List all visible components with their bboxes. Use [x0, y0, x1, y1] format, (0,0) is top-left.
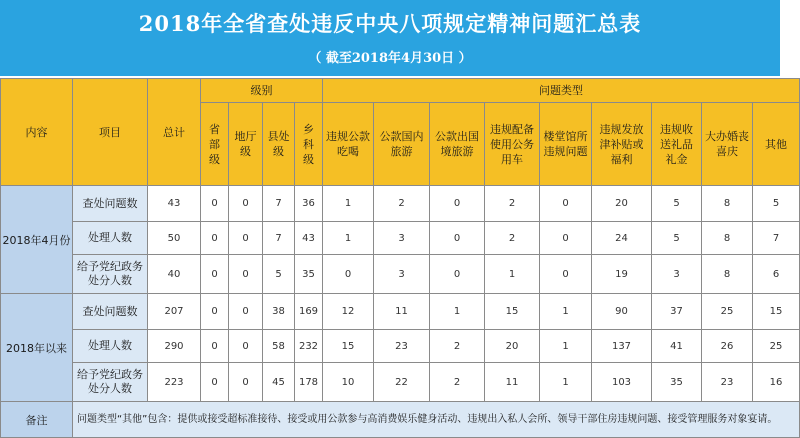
data-cell: 1 [540, 363, 592, 402]
data-cell: 20 [485, 330, 540, 363]
row-item-label: 查处问题数 [73, 294, 148, 330]
data-cell: 0 [540, 186, 592, 222]
data-cell: 2 [374, 186, 430, 222]
data-cell: 25 [753, 330, 800, 363]
header-type-4: 楼堂馆所违规问题 [540, 103, 592, 186]
data-cell: 0 [229, 363, 263, 402]
data-cell: 0 [201, 222, 229, 255]
data-cell: 23 [374, 330, 430, 363]
data-cell: 223 [148, 363, 201, 402]
data-cell: 0 [229, 186, 263, 222]
table-row [1, 186, 800, 222]
header-type-3: 违规配备使用公务用车 [485, 103, 540, 186]
data-cell: 6 [753, 255, 800, 294]
data-cell: 5 [652, 186, 702, 222]
data-cell: 232 [295, 330, 323, 363]
data-cell: 103 [592, 363, 652, 402]
data-cell: 41 [652, 330, 702, 363]
data-cell: 1 [323, 186, 374, 222]
header-type-8: 其他 [753, 103, 800, 186]
data-cell: 0 [201, 255, 229, 294]
row-item-label: 给予党纪政务处分人数 [73, 255, 148, 294]
data-cell: 20 [592, 186, 652, 222]
data-cell: 10 [323, 363, 374, 402]
data-cell: 15 [323, 330, 374, 363]
data-cell: 1 [540, 330, 592, 363]
group-label: 2018年4月份 [1, 186, 73, 294]
header-type-1: 公款国内旅游 [374, 103, 430, 186]
data-cell: 3 [374, 255, 430, 294]
data-cell: 2 [430, 363, 485, 402]
header-level-3: 乡科级 [295, 103, 323, 186]
data-cell: 207 [148, 294, 201, 330]
header-level-1: 地厅级 [229, 103, 263, 186]
data-cell: 45 [263, 363, 295, 402]
data-cell: 8 [702, 222, 753, 255]
data-cell: 11 [374, 294, 430, 330]
header-type-6: 违规收送礼品礼金 [652, 103, 702, 186]
data-cell: 5 [753, 186, 800, 222]
data-cell: 23 [702, 363, 753, 402]
header-level-group: 级别 [201, 79, 323, 103]
data-cell: 37 [652, 294, 702, 330]
data-cell: 0 [229, 330, 263, 363]
data-cell: 3 [652, 255, 702, 294]
data-cell: 137 [592, 330, 652, 363]
header-content: 内容 [1, 79, 73, 186]
data-cell: 0 [540, 222, 592, 255]
data-cell: 15 [485, 294, 540, 330]
data-cell: 178 [295, 363, 323, 402]
header-type-2: 公款出国境旅游 [430, 103, 485, 186]
data-cell: 22 [374, 363, 430, 402]
data-cell: 90 [592, 294, 652, 330]
header-total: 总计 [148, 79, 201, 186]
data-cell: 0 [430, 255, 485, 294]
header-item: 项目 [73, 79, 148, 186]
data-cell: 3 [374, 222, 430, 255]
group-label: 2018年以来 [1, 294, 73, 402]
data-cell: 16 [753, 363, 800, 402]
table-row [1, 294, 800, 330]
data-cell: 5 [263, 255, 295, 294]
header-type-group: 问题类型 [323, 79, 800, 103]
data-cell: 0 [201, 186, 229, 222]
data-cell: 36 [295, 186, 323, 222]
row-item-label: 处理人数 [73, 222, 148, 255]
note-row [1, 402, 800, 438]
data-cell: 0 [229, 294, 263, 330]
row-item-label: 给予党纪政务处分人数 [73, 363, 148, 402]
table-row [1, 222, 800, 255]
data-cell: 0 [430, 186, 485, 222]
header-level-0: 省部级 [201, 103, 229, 186]
page-title: 2018年全省查处违反中央八项规定精神问题汇总表 [138, 11, 642, 36]
data-cell: 43 [295, 222, 323, 255]
data-cell: 0 [229, 222, 263, 255]
data-cell: 26 [702, 330, 753, 363]
row-item-label: 查处问题数 [73, 186, 148, 222]
data-cell: 43 [148, 186, 201, 222]
data-cell: 0 [201, 363, 229, 402]
data-cell: 40 [148, 255, 201, 294]
data-cell: 25 [702, 294, 753, 330]
data-cell: 1 [540, 294, 592, 330]
data-cell: 1 [485, 255, 540, 294]
header-type-0: 违规公款吃喝 [323, 103, 374, 186]
data-cell: 2 [485, 222, 540, 255]
header-type-7: 大办婚丧喜庆 [702, 103, 753, 186]
data-cell: 8 [702, 186, 753, 222]
data-cell: 5 [652, 222, 702, 255]
data-cell: 58 [263, 330, 295, 363]
data-cell: 8 [702, 255, 753, 294]
note-text: 问题类型“其他”包含：提供或接受超标准接待、接受或用公款参与高消费娱乐健身活动、违规出入私人会所、领导干部住房违规问题、接受管理服务对象宴请。 [73, 402, 800, 438]
data-cell: 2 [485, 186, 540, 222]
data-cell: 0 [430, 222, 485, 255]
data-cell: 0 [201, 294, 229, 330]
table-row [1, 330, 800, 363]
data-cell: 0 [201, 330, 229, 363]
data-cell: 0 [540, 255, 592, 294]
page-subtitle: （ 截至2018年4月30日 ） [308, 51, 472, 66]
row-item-label: 处理人数 [73, 330, 148, 363]
data-cell: 0 [323, 255, 374, 294]
note-label: 备注 [1, 402, 73, 438]
data-cell: 2 [430, 330, 485, 363]
data-cell: 7 [753, 222, 800, 255]
data-cell: 7 [263, 186, 295, 222]
data-cell: 290 [148, 330, 201, 363]
data-cell: 12 [323, 294, 374, 330]
header-type-5: 违规发放津补贴或福利 [592, 103, 652, 186]
data-cell: 50 [148, 222, 201, 255]
data-cell: 19 [592, 255, 652, 294]
data-cell: 1 [430, 294, 485, 330]
header-level-2: 县处级 [263, 103, 295, 186]
data-cell: 35 [295, 255, 323, 294]
table-row [1, 363, 800, 402]
summary-table [0, 78, 800, 438]
data-cell: 24 [592, 222, 652, 255]
data-cell: 169 [295, 294, 323, 330]
data-cell: 1 [323, 222, 374, 255]
data-cell: 35 [652, 363, 702, 402]
data-cell: 0 [229, 255, 263, 294]
data-cell: 38 [263, 294, 295, 330]
table-row [1, 255, 800, 294]
data-cell: 7 [263, 222, 295, 255]
data-cell: 11 [485, 363, 540, 402]
data-cell: 15 [753, 294, 800, 330]
